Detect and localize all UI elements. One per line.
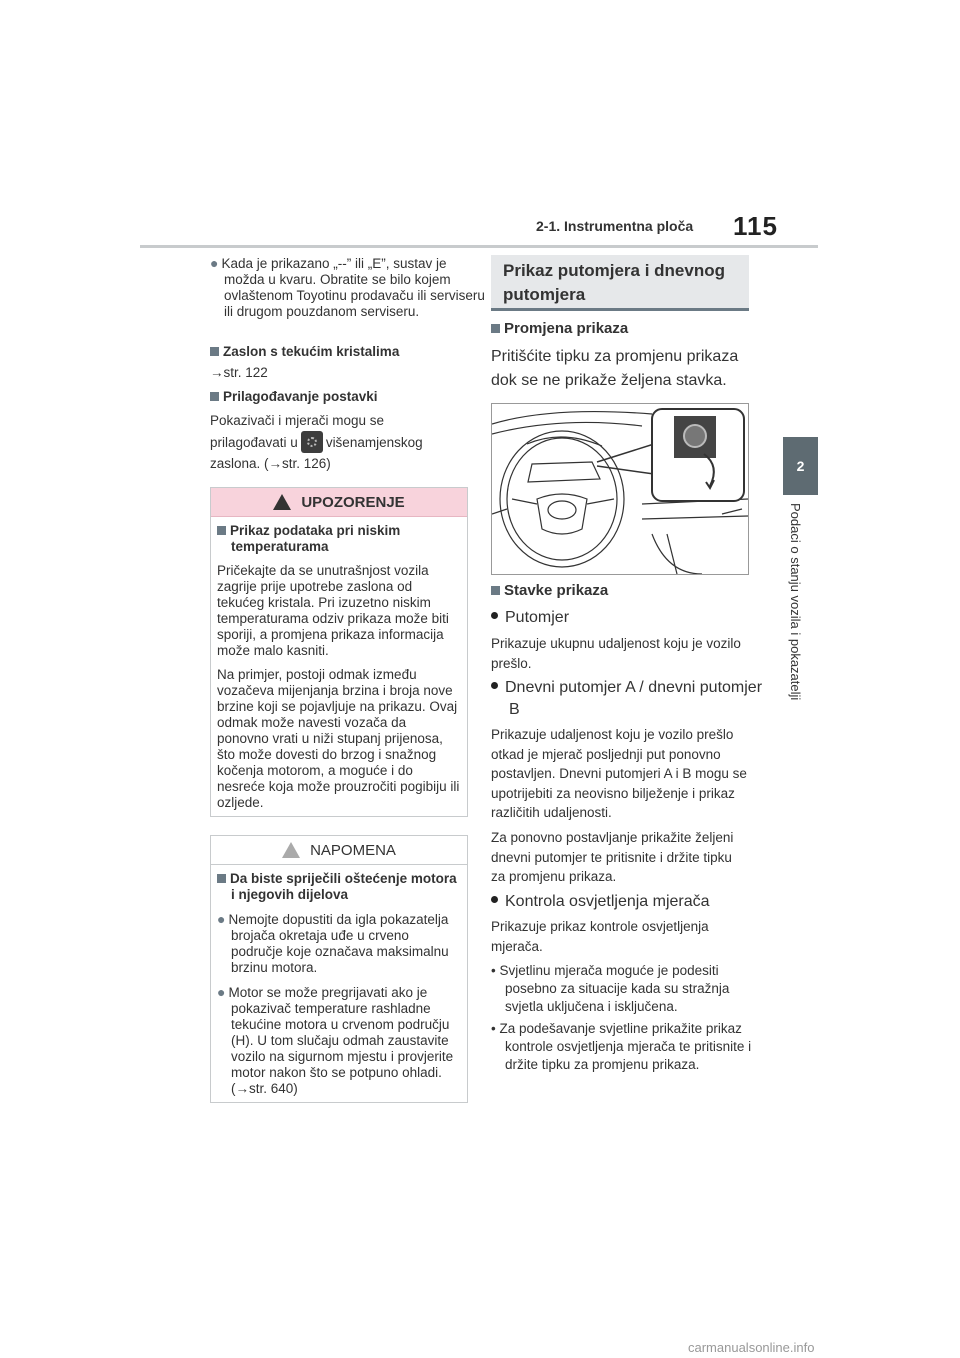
square-bullet-icon [217, 526, 226, 535]
gear-icon [301, 431, 323, 453]
subheading-change-display: Promjena prikaza [491, 320, 749, 337]
section-heading: Prikaz putomjera i dnevnog putomjera [491, 255, 749, 311]
bullet-dot-icon [491, 896, 498, 903]
settings-paragraph: Pokazivači i mjerači mogu se prilagođavati u višenamjenskog zaslona. (→str. 126) [210, 413, 423, 471]
header-divider [140, 245, 818, 248]
square-bullet-icon [491, 324, 500, 333]
square-bullet-icon [210, 347, 219, 356]
section-title: 2-1. Instrumentna ploča [536, 218, 694, 234]
subheading-display-items: Stavke prikaza [491, 582, 749, 599]
illumination-note-2: • Za podešavanje svjetline prikažite prikaz kontrole osvjetljenja mjerača te pritisnite i držite tipku za promjenu prikaza. [491, 1021, 752, 1072]
note-header: NAPOMENA [211, 836, 467, 865]
square-bullet-icon [491, 586, 500, 595]
square-bullet-icon [217, 874, 226, 883]
change-display-paragraph: Pritišćite tipku za promjenu prikaza dok se ne prikaže željena stavka. [491, 348, 739, 389]
item-trip-meter: Dnevni putomjer A / dnevni putomjer B [491, 677, 767, 721]
warning-box [210, 487, 468, 817]
note-bullet-1: ● Nemojte dopustiti da igla pokazatelja brojača okretaja uđe u crveno područje koje označava maksimalnu brzinu motora. [217, 911, 449, 975]
odometer-description: Prikazuje ukupnu udaljenost koju je vozilo prešlo. [491, 636, 741, 671]
steering-wheel-illustration [491, 403, 749, 575]
intro-paragraph: ● Kada je prikazano „--” ili „E”, sustav je možda u kvaru. Obratite se bilo kojem ovlaštenom Toyotinu prodavaču ili serviseru ili drugom pouzdanom serviseru. [210, 255, 485, 319]
bullet-icon: ● [217, 911, 226, 927]
bullet-dot-icon [491, 682, 498, 689]
square-bullet-icon [210, 392, 219, 401]
note-box [210, 835, 468, 1103]
chapter-number: 2 [796, 458, 805, 474]
dashboard-drawing [492, 404, 748, 574]
warning-subheading: Prikaz podataka pri niskim temperaturama [217, 523, 461, 555]
chapter-tab[interactable] [783, 437, 818, 495]
bullet-icon: ● [217, 984, 226, 1000]
caution-triangle-icon [282, 842, 300, 858]
note-subheading: Da biste spriječili oštećenje motora i njegovih dijelova [217, 871, 461, 903]
illumination-note-1: • Svjetlinu mjerača moguće je podesiti posebno za situacije kada su stražnja svjetla uključena i isključena. [491, 963, 730, 1014]
trip-meter-description: Prikazuje udaljenost koju je vozilo prešlo otkad je mjerač posljednji put ponovno postavljen. Dnevni putomjeri A i B mogu se upotrijebiti za neovisno bilježenje i prikaz različitih udaljenosti. [491, 727, 747, 820]
warning-header: UPOZORENJE [211, 488, 467, 517]
warning-paragraph-2: Na primjer, postoji odmak između vozačeva mijenjanja brzina i broja nove brzine koji se pojavljuje na prikazu. Ovaj odmak može navesti vozača da ponovno vrati u niži stupanj prijenosa, što može dovesti do brzog i snažnog kočenja motorom, a moguće i do nesreće koja može prouzročiti pogibiju ili ozljede. [217, 667, 460, 810]
warning-triangle-icon [273, 494, 291, 510]
chapter-label: Podaci o stanju vozila i pokazatelji [788, 503, 803, 701]
item-odometer: Putomjer [491, 606, 749, 630]
warning-paragraph-1: Pričekajte da se unutrašnjost vozila zagrije prije upotrebe zaslona od tekućeg kristala. Pri izuzetno niskim temperaturama odziv prikaza može biti sporiji, a promjena prikaza informacija može malo kasniti. [217, 563, 449, 658]
note-bullet-2: ● Motor se može pregrijavati ako je pokazivač temperature rashladne tekućine motora u crvenom području (H). U tom slučaju odmah zaustavite vozilo na sigurnom mjestu i provjerite motor nakon što se potpuno ohladi. (→str. 640) [217, 984, 454, 1096]
page-number: 115 [733, 211, 778, 241]
trip-meter-reset: Za ponovno postavljanje prikažite željeni dnevni putomjer te pritisnite i držite tipku za promjenu prikaza. [491, 830, 734, 884]
watermark: carmanualsonline.info [688, 1340, 815, 1355]
reference-link[interactable]: →str. 122 [210, 365, 268, 380]
subheading-lcd: Zaslon s tekućim kristalima [210, 344, 472, 360]
illumination-description: Prikazuje prikaz kontrole osvjetljenja mjerača. [491, 919, 709, 954]
bullet-dot-icon [491, 612, 498, 619]
subheading-settings: Prilagođavanje postavki [210, 389, 472, 405]
bullet-icon: ● [210, 255, 219, 271]
item-illumination: Kontrola osvjetljenja mjerača [491, 890, 749, 914]
